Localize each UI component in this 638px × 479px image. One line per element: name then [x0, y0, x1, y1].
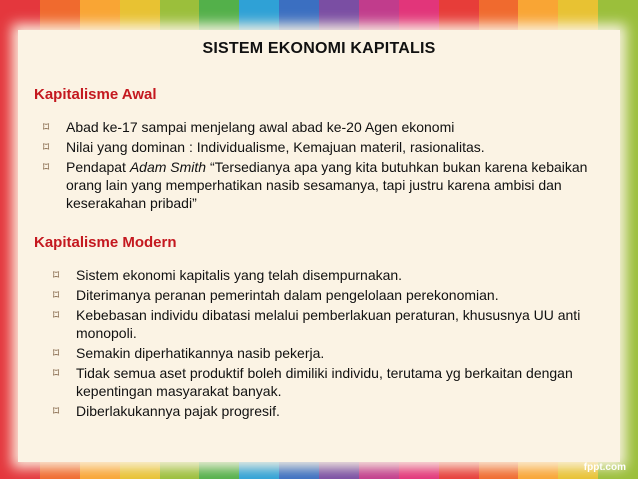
bullet-icon: ⌑	[53, 366, 60, 380]
list-item-text: Pendapat	[66, 159, 130, 175]
list-item-text: Semakin diperhatikannya nasib pekerja.	[76, 345, 325, 361]
list-item	[53, 402, 596, 420]
list-item	[53, 364, 596, 400]
list-item-text: Kebebasan individu dibatasi melalui pemberlakuan peraturan, khususnya UU anti monopoli.	[76, 307, 581, 341]
bullet-icon: ⌑	[43, 140, 50, 154]
quoted-author: Adam Smith	[129, 159, 207, 175]
list-item	[43, 138, 606, 156]
list-item	[53, 266, 596, 284]
slide-title: SISTEM EKONOMI KAPITALIS	[202, 40, 436, 57]
bullet-icon: ⌑	[53, 308, 60, 322]
list-item	[53, 306, 596, 342]
list-item	[43, 118, 606, 136]
list-item-text: Diterimanya peranan pemerintah dalam pengelolaan perekonomian.	[76, 287, 499, 303]
bullet-icon: ⌑	[53, 288, 60, 302]
list-awal	[43, 118, 606, 212]
bullet-icon: ⌑	[53, 346, 60, 360]
list-item-quote: “Tersedianya apa yang kita butuhkan bukan karena kebaikan orang lain yang memperhatikan nasib sesamanya, tapi justru karena ambisi dan keserakahan pribadi”	[66, 159, 588, 211]
footer-watermark: fppt.com	[583, 462, 626, 473]
list-item-text: Nilai yang dominan : Individualisme, Kemajuan materil, rasionalitas.	[66, 139, 485, 155]
bullet-icon: ⌑	[53, 268, 60, 282]
list-item-text: Diberlakukannya pajak progresif.	[76, 403, 280, 419]
list-item	[53, 344, 596, 362]
bullet-icon: ⌑	[43, 160, 50, 174]
list-item-text: Abad ke-17 sampai menjelang awal abad ke-20 Agen ekonomi	[66, 119, 455, 135]
list-item-text: Sistem ekonomi kapitalis yang telah disempurnakan.	[76, 267, 403, 283]
section-heading-awal: Kapitalisme Awal	[34, 86, 157, 103]
list-item	[53, 286, 596, 304]
bullet-icon: ⌑	[43, 120, 50, 134]
list-modern	[53, 266, 596, 420]
section-heading-modern: Kapitalisme Modern	[34, 234, 177, 251]
list-item-text: Tidak semua aset produktif boleh dimiliki individu, terutama yg berkaitan dengan kepentingan masyarakat banyak.	[76, 365, 573, 399]
list-item	[43, 158, 606, 212]
bullet-icon: ⌑	[53, 404, 60, 418]
